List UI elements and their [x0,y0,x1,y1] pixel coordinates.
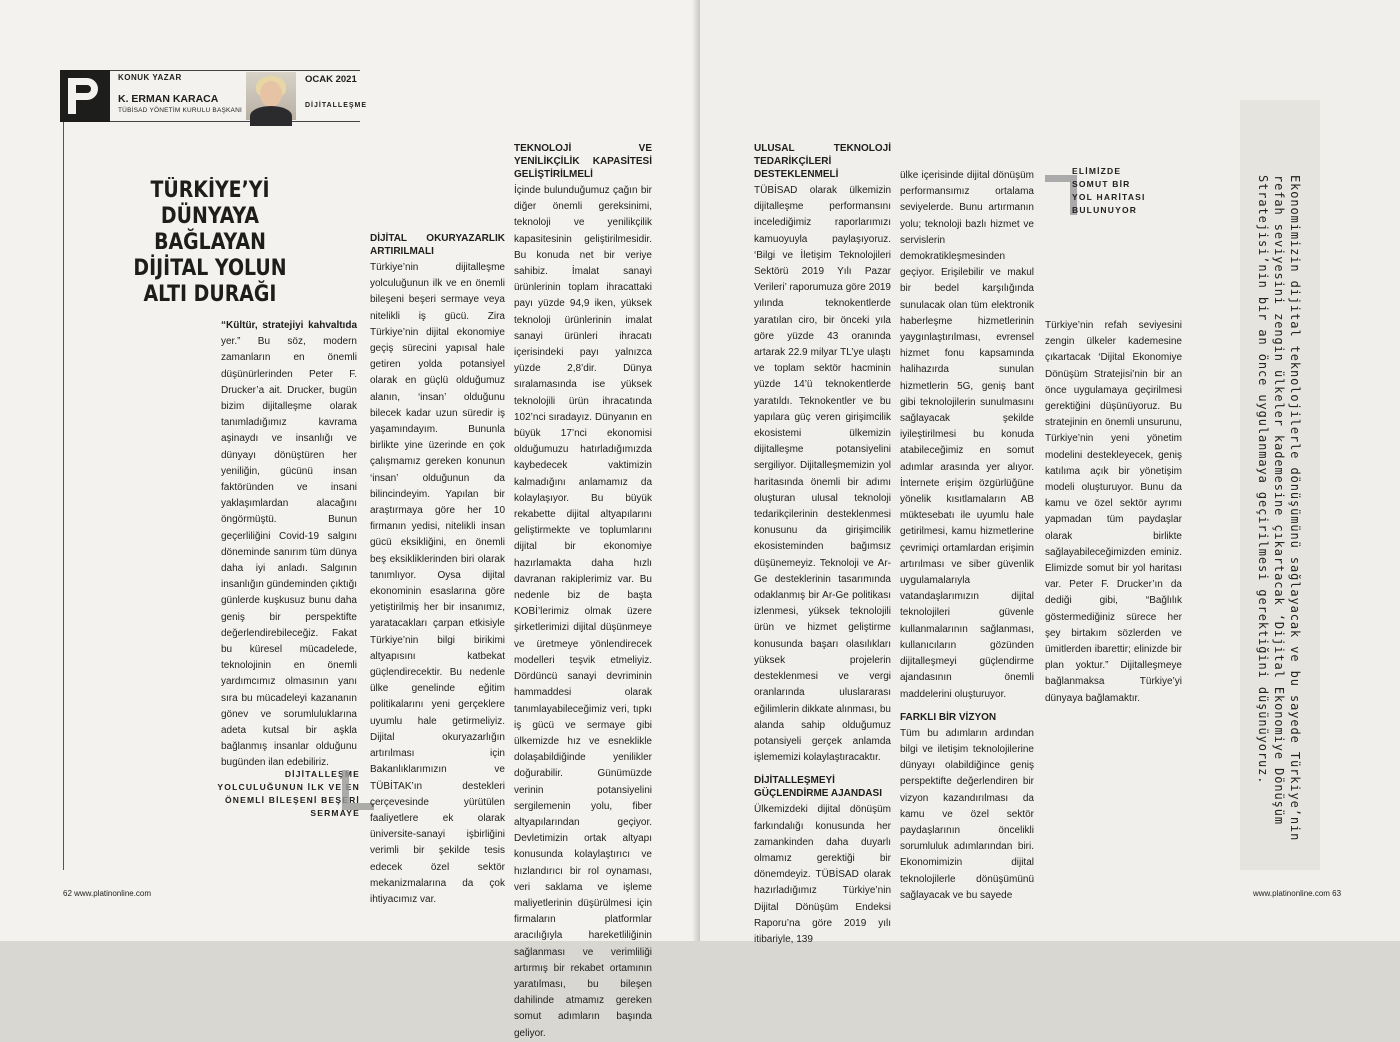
intro-lead: “Kültür, stratejiyi kahvaltıda [221,320,357,331]
author-title: TÜBİSAD YÖNETİM KURULU BAŞKANI [118,107,242,114]
text-technology: İçinde bulunduğumuz çağın bir diğer önemli gereksinimi, teknoloji ve yenilikçilik kapasitesinin geliştirilmesidir. Bu konuda net bir veriye sahibiz. İmalat sanayi ürünlerinin toplam ihracattaki payı yüzde 94,9 iken, yüksek teknoloji ürünlerinin imalat sanayi ürünleri ihracatı içerisindeki payı yalnızca yüzde 2,8’dir. Dünya sıralamasında ise yüksek teknolojili ürün ihracatında 102’nci sıradayız. Dünyanın en büyük 17’nci ekonomisi olduğumuzu hatırladığımızda kaybedecek vaktimizin kalmadığını anlamamız da kolaylaşıyor. Bu büyük rekabette dijital altyapılarını geliştirmekte ve toplumlarını dijital bir ekonomiye hazırlamakta daha hızlı davranan rakiplerimiz var. Bu nedenle biz de başta KOBİ’lerimiz olmak üzere şirketlerimizi dijital düşünmeye ve üretmeye yönlendirecek modelleri teşvik etmeliyiz. Dördüncü sanayi devriminin hammaddesi olarak tanımlayabileceğimiz veri, tıpkı iş gücü ve sermaye gibi ülkemizde hız ve esneklikle dolaşabildiğinde yenilikler doğurabilir. Günümüzde verinin potansiyelini sergilemenin yolu, fiber altyapılarından geçiyor. Devletimizin ortak altyapı konusunda kolaylaştırıcı ve hızlandırıcı bir rol oynaması, veri saklama ve işleme maliyetlerinin düşürülmesi için firmaların platformlar aracılığıyla hareketliliğinin sağlanması ve verimliliği artırmış bir rekabet ortamının yaratılması, bu bileşen dahilinde atmamız gereken somut adımların başında geliyor. [514,185,652,1039]
column-digital-literacy [370,232,505,908]
platin-logo [60,70,110,122]
heading-vision: FARKLI BİR VİZYON [900,711,997,723]
text-continued: ülke içerisinde dijital dönüşüm performansımız ortalama seviyelerde. Bunu artırmanın yolu; teknoloji bazlı hizmet ve servislerin demokratikleşmesinden geçiyor. Erişilebilir ve makul bir bedel karşılığında sunulacak olan tüm elektronik haberleşme hizmetlerinin yaygınlaştırılması, evrensel hizmet fonu kapsamında halihazırda sunulan hizmetlerin 5G, geniş bant gibi teknolojilerin sunulmasını sağlayacak şekilde iyileştirilmesi bu konuda atabileceğimiz en somut adımlar arasında yer alıyor. İnternete erişim özgürlüğüne yönelik kısıtlamaların AB müktesebatı ile uyumlu hale getirilmesi, kamu hizmetlerine çevrimiçi ortamlardan erişimin artırılması ve siber güvenlik uygulamalarıyla vatandaşlarımızın dijital teknolojileri güvenle kullanmalarının sağlanması, kullanıcıların gözünden dijitalleşmeyi güçlendirme ajandasının önemli maddelerini oluşturuyor. [900,170,1034,700]
margin-rule [63,122,64,870]
folio-right: www.platinonline.com 63 [1253,889,1342,898]
text-vision: Tüm bu adımların ardından bilgi ve iletişim teknolojilerine dünyayı olabildiğince geniş perspektifte değerlendiren bir vizyon kazandırılması da kamu ve özel sektör paydaşlarının öncelikli sorumluluk adımlarından biri. Ekonomimizin dijital teknolojilerle dönüşümünü sağlayacak ve bu sayede [900,727,1034,901]
vertical-quote: Ekonomimizin dijital teknolojilerle dönüşümünü sağlayacak ve bu sayede Türkiye’nin refah seviyesini zengin ülkeler kademesine çıkartacak ‘Dijital Ekonomiye Dönüşüm Stratejisi’nin bir an önce uygulanmaya geçirilmesi gerektiğini düşünüyoruz. [1256,175,1302,842]
column-national-suppliers [754,142,891,948]
column-vision [900,168,1034,904]
column-label: KONUK YAZAR [118,73,182,82]
p-logo-icon [68,78,98,114]
article-title: TÜRKİYE’Yİ DÜNYAYA BAĞLAYAN DİJİTAL YOLUN ALTI DURAĞI [133,178,287,307]
heading-agenda: DİJİTALLEŞMEYİ GÜÇLENDİRME AJANDASI [754,775,882,800]
section-label: DİJİTALLEŞME [305,102,368,109]
column-technology [514,142,652,1042]
intro-text: yer.” Bu söz, modern zamanların en önemli düşünürlerinden Peter F. Drucker’a ait. Drucker, bugün bizim dijitalleşme olarak tanımladığımız kavrama aşinaydı ve insanlığı ve dünyayı dönüştüren her yeniliğin, gücünü insan faktöründen ve insani yaklaşımlardan alacağını öngörmüştü. Bunun geçerliliğini Covid-19 salgını döneminde sanırım tüm dünya daha iyi anladı. Salgının insanlığın gündeminden çıktığı günlerde kuşkusuz bunu daha geniş bir perspektifte değerlendirebileceğiz. Fakat bu küresel mücadelede, teknolojinin en önemli yardımcımız olmasının yanı sıra bu mücadeleyi kazananın gönev ve sorumluluklarına adeta kutsal bir aşkla bağlanmış insanlar olduğunu bugünden ilan edebiliriz. [221,336,357,769]
folio-left: 62 www.platinonline.com [63,889,152,898]
text-conclusion: Türkiye’nin refah seviyesini zengin ülkeler kademesine çıkartacak ‘Dijital Ekonomiye Dönüşüm Stratejisi’nin bir an önce uygulamaya geçirilmesi gerektiğini düşünüyoruz. Bu stratejinin en önemli unsurunu, Türkiye’nin yeni yönetim modelini destekleyecek, geniş katılıma açık bir yönetişim modeli oluşturuyor. Bunu da kamu ve özel sektör ayrımı yapmadan tüm paydaşlar olarak birlikte sağlayabileceğimizden eminiz. Elimizde somut bir yol haritası var. Peter F. Drucker’ın da dediği gibi, “Bağlılık göstermediğiniz sürece her şey birtakım sözlerden ve ümitlerden ibarettir; elinizde bir plan yoktur.” Dijitalleşmeye bağlanmaksa Türkiye’yi dünyaya bağlamaktır. [1045,320,1182,704]
issue-date: OCAK 2021 [305,74,357,85]
header-rule-bottom [110,121,360,122]
heading-digital-literacy: DİJİTAL OKURYAZARLIK ARTIRILMALI [370,233,505,257]
column-conclusion [1045,318,1182,707]
intro-column [221,318,357,772]
pullquote-right: ELİMİZDE SOMUT BİR YOL HARİTASI BULUNUYOR [1072,166,1146,215]
header-rule-top [110,70,360,71]
text-agenda: Ülkemizdeki dijital dönüşüm farkındalığı konusunda her zamankinden daha duyarlı olmamız gerektiği bir dönemdeyiz. TÜBİSAD olarak hazırladığımız Türkiye’nin Dijital Dönüşüm Endeksi Raporu’na göre 2019 yılı itibariyle, 139 [754,804,891,945]
author-photo [246,72,296,120]
author-name: K. ERMAN KARACA [118,93,219,105]
heading-technology: TEKNOLOJİ VE YENİLİKÇİLİK KAPASİTESİ GELİŞTİRİLMELİ [514,143,652,180]
text-digital-literacy: Türkiye’nin dijitalleşme yolculuğunun ilk ve en önemli bileşeni beşeri sermaye veya nitelikli iş gücü. Zira Türkiye’nin dijital ekonomiye geçiş sürecini yapısal hale getiren yolda potansiyel olarak en güçlü olduğumuz alanın, ‘insan’ olduğunu bilecek kadar uzun süredir iş yaşamındayım. Bununla birlikte yine üzerinde en çok çalışmamız gereken konunun ‘insan’ olduğunun da bilincindeyim. Yapılan bir araştırmaya göre her 10 firmanın yedisi, nitelikli insan gücü eksikliğini, en önemli beş eksikliklerinden biri olarak tanımlıyor. Oysa dijital ekonominin esaslarına göre yetiştirilmiş her bir insanımız, yaratacakları çarpan etkisiyle Türkiye’nin bilgi birikimi altyapısını katbekat güçlendirecektir. Bu nedenle ülke genelinde eğitim politikalarını yeni gerçeklere uyumlu hale getirmeliyiz. Dijital okuryazarlığın artırılması için Bakanlıklarımızın ve TÜBİTAK’ın destekleri çerçevesinde yürütülen faaliyetlere ek olarak üniversite-sanayi işbirliğini verimli bir şekilde tesis edecek özel sektör mekanizmalarına da çok ihtiyacımız var. [370,262,505,905]
left-page [0,0,700,1039]
text-national-suppliers: TÜBİSAD olarak ülkemizin dijitalleşme performansını incelediğimiz raporlarımızı kamuoyuyla paylaşıyoruz. ‘Bilgi ve İletişim Teknolojileri Sektörü 2019 Yılı Pazar Verileri’ raporumuza göre 2019 yılında teknokentlerde yaratılan ciro, bir önceki yıla göre yüzde 43 oranında artarak 22.9 milyar TL’ye ulaştı ve toplam sektör hacminin yüzde 14’ü teknokentlerde yaratıldı. Teknokentler ve bu yapılara güç veren girişimcilik ekosistemi ülkemizin dijitalleşme potansiyelini sergiliyor. Dijitalleşmemizin yol haritasında önemli bir adımı oluşturan ulusal teknoloji tedarikçilerinin desteklenmesi konusunu da girişimcilik ekosisteminden bağımsız düşünemeyiz. Teknoloji ve Ar-Ge desteklerinin tasarımında odaklanmış bir Ar-Ge politikası izlenmesi, yüksek teknolojili ürün ve hizmet geliştirme konusunda başarı olasılıkları yüksek projelerin desteklenmesi ve vergi oranlarında uluslararası eğilimlerin dikkate alınması, bu alanda sahip olduğumuz potansiyeli gerçek anlamda işlememizi kolaylaştıracaktır. [754,185,891,764]
heading-national-suppliers: ULUSAL TEKNOLOJİ TEDARİKÇİLERİ DESTEKLENMELİ [754,143,891,180]
pullquote-left: DİJİTALLEŞME YOLCULUĞUNUN İLK VE EN ÖNEMLİ BİLEŞENİ BEŞERİ SERMAYE [217,769,360,818]
